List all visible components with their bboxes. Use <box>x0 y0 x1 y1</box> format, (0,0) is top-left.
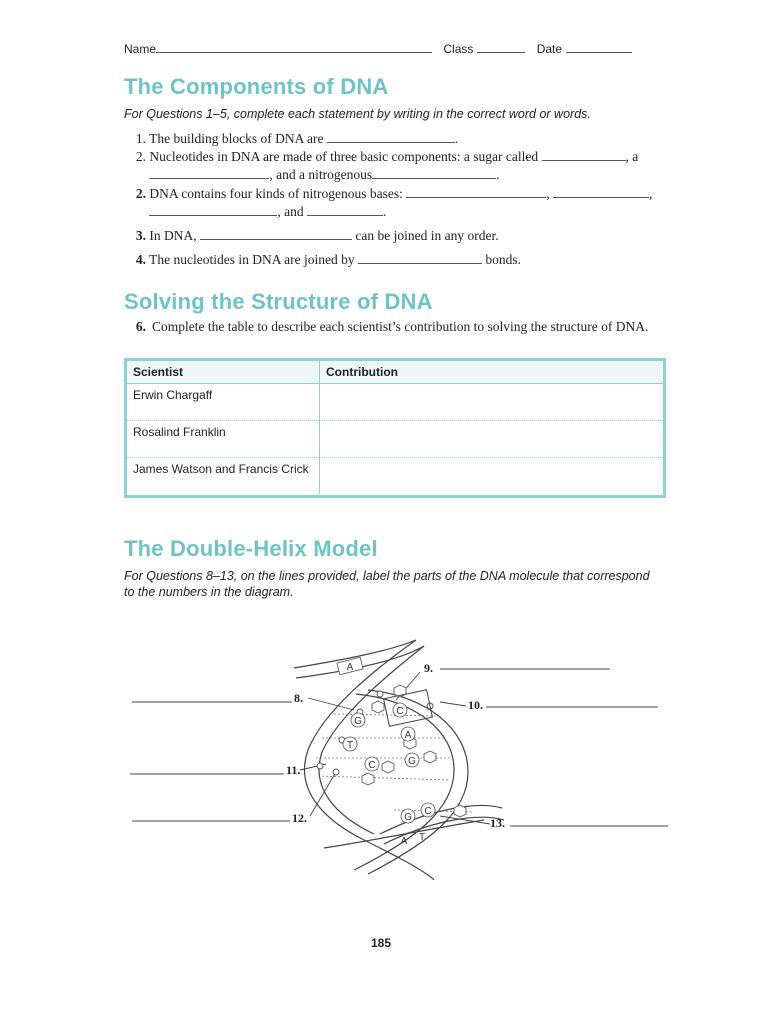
q3-answer-2[interactable] <box>553 185 649 198</box>
svg-text:C: C <box>396 706 404 717</box>
svg-text:A: A <box>400 836 408 847</box>
scientist-cell: Erwin Chargaff <box>127 384 320 421</box>
q6-number: 6. <box>135 319 146 334</box>
svg-text:C: C <box>368 760 376 771</box>
contribution-cell[interactable] <box>320 384 664 421</box>
q4-text-a: In DNA, <box>149 228 197 243</box>
base-g3 <box>401 809 415 823</box>
q2-text-a: Nucleotides in DNA are made of three basic components: a sugar called <box>149 149 539 164</box>
section-title-components: The Components of DNA <box>124 74 389 99</box>
section-title-double-helix: The Double-Helix Model <box>124 536 378 561</box>
base-g2 <box>405 753 419 767</box>
name-label: Name <box>124 42 157 56</box>
q5-number: 4. <box>135 252 146 267</box>
header-row <box>124 40 644 56</box>
q4-number: 3. <box>135 228 146 243</box>
question-6 <box>124 318 664 336</box>
dna-diagram <box>124 630 684 880</box>
base-a3 <box>401 836 408 847</box>
contribution-cell[interactable] <box>320 421 664 458</box>
contribution-cell[interactable] <box>320 458 664 494</box>
scientist-table <box>127 361 663 494</box>
q3-answer-4[interactable] <box>307 203 383 216</box>
svg-text:G: G <box>408 756 416 767</box>
class-label: Class <box>443 42 474 56</box>
q5-text-b: bonds. <box>485 252 521 267</box>
q2-answer-second[interactable] <box>149 166 269 179</box>
q1-text: The building blocks of DNA are <box>149 131 324 146</box>
label-9: 9. <box>424 661 433 675</box>
base-c3 <box>421 803 435 817</box>
q3-text: DNA contains four kinds of nitrogenous bases: <box>149 186 403 201</box>
q2-number: 2. <box>135 149 146 164</box>
base-t1 <box>343 737 357 751</box>
svg-text:T: T <box>346 740 354 751</box>
section-title-structure: Solving the Structure of DNA <box>124 289 433 314</box>
base-t3 <box>419 832 425 843</box>
svg-text:G: G <box>404 812 412 823</box>
q2-text-c: , and a nitrogenous <box>269 167 373 182</box>
q2-text-b: , a <box>625 149 639 164</box>
scientist-cell: James Watson and Francis Crick <box>127 458 320 494</box>
q3-answer-1[interactable] <box>406 185 546 198</box>
q6-text: Complete the table to describe each scientist’s contribution to solving the structure of DNA. <box>152 319 649 334</box>
table-row <box>127 421 663 458</box>
base-g1 <box>351 713 365 727</box>
q4-text-b: can be joined in any order. <box>355 228 499 243</box>
label-12: 12. <box>292 811 307 825</box>
base-c2 <box>365 757 379 771</box>
question-1: 1. The building blocks of DNA are . <box>124 130 684 148</box>
question-3: 2. DNA contains four kinds of nitrogenous bases: , , , and . <box>124 185 684 221</box>
q3-number: 2. <box>135 186 146 201</box>
q3-and: , and <box>277 204 304 219</box>
table-row <box>127 458 663 494</box>
svg-text:A: A <box>404 730 412 741</box>
col-scientist: Scientist <box>127 361 320 384</box>
question-5 <box>124 251 684 269</box>
base-c1 <box>393 703 407 717</box>
table-row <box>127 384 663 421</box>
svg-text:G: G <box>354 716 362 727</box>
svg-text:A: A <box>346 662 354 673</box>
q5-text-a: The nucleotides in DNA are joined by <box>149 252 355 267</box>
date-label: Date <box>536 42 563 56</box>
class-field[interactable] <box>477 40 525 53</box>
col-contribution: Contribution <box>320 361 664 384</box>
base-a2 <box>401 727 415 741</box>
label-11: 11. <box>286 763 301 777</box>
q5-answer[interactable] <box>358 251 482 264</box>
q4-answer[interactable] <box>200 227 352 240</box>
section3-instructions: For Questions 8–13, on the lines provided, label the parts of the DNA molecule that correspond to the numbers in the diagram. <box>124 569 650 599</box>
label-8: 8. <box>294 691 303 705</box>
scientist-cell: Rosalind Franklin <box>127 421 320 458</box>
q3-answer-3[interactable] <box>149 203 277 216</box>
question-4 <box>124 227 684 245</box>
label-10: 10. <box>468 698 483 712</box>
question-2: 2. Nucleotides in DNA are made of three basic components: a sugar called , a , and a nitrogenous . <box>124 148 684 184</box>
svg-text:C: C <box>424 806 432 817</box>
section1-instructions: For Questions 1–5, complete each statement by writing in the correct word or words. <box>124 107 591 121</box>
q1-answer[interactable] <box>327 130 455 143</box>
q1-number: 1. <box>135 131 146 146</box>
date-field[interactable] <box>566 40 632 53</box>
svg-text:T: T <box>418 832 426 843</box>
q2-answer-base[interactable] <box>372 166 496 179</box>
name-field[interactable] <box>156 40 432 53</box>
label-13: 13. <box>490 816 505 830</box>
scientist-table-frame <box>124 358 666 498</box>
q2-answer-sugar[interactable] <box>542 148 626 161</box>
page-number: 185 <box>371 936 392 950</box>
